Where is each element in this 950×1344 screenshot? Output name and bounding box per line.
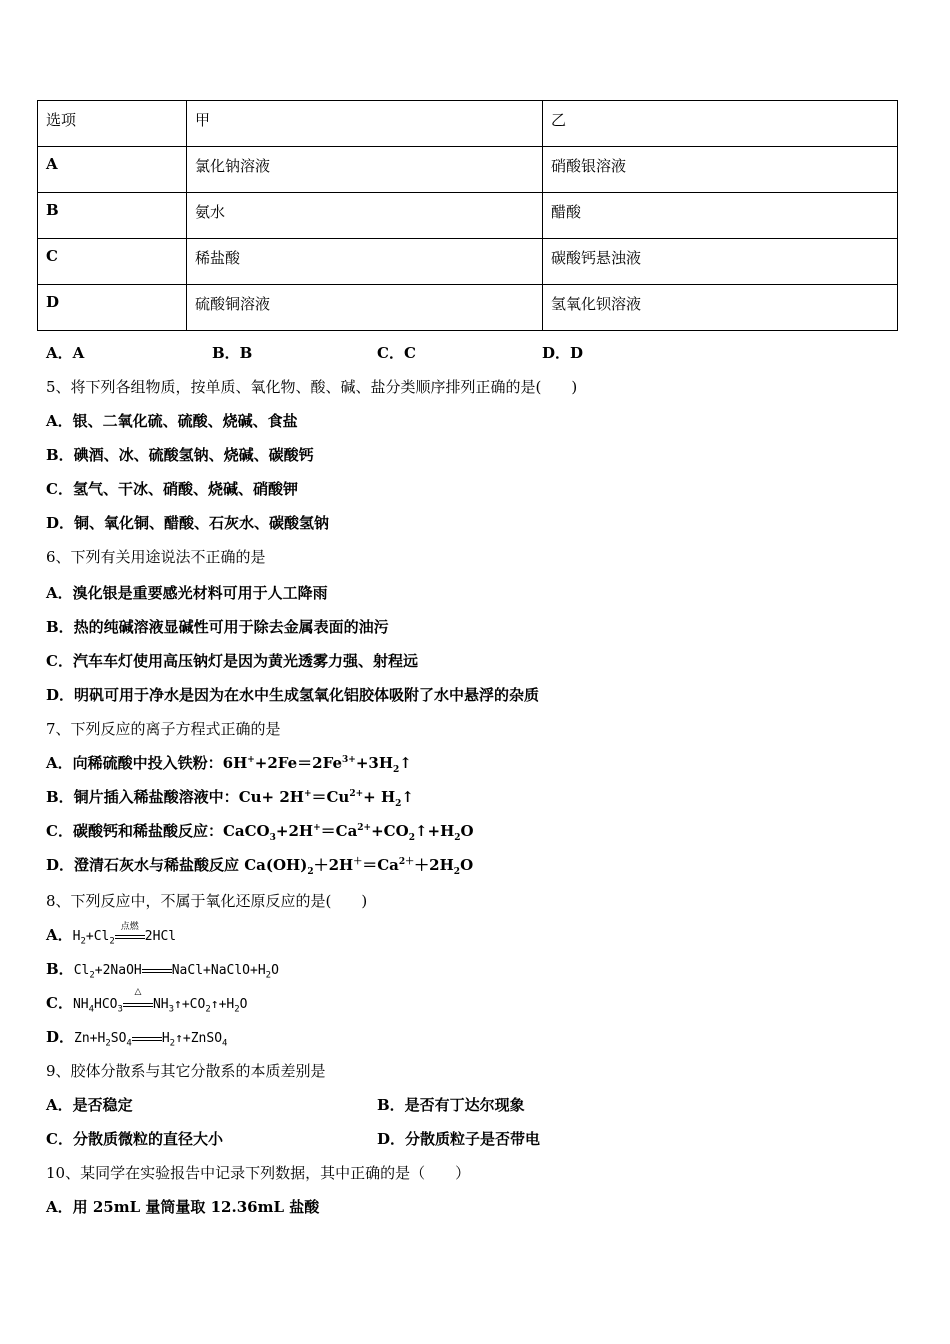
table-header-row: [38, 101, 898, 147]
equals-bar: [132, 1031, 162, 1046]
table-cell: 氯化钠溶液: [187, 147, 543, 193]
q6-stem: 6、下列有关用途说法不正确的是: [46, 548, 266, 566]
q9-option-c: C．分散质微粒的直径大小: [46, 1130, 223, 1148]
table-cell: 氨水: [187, 193, 543, 239]
table-row: [38, 239, 898, 285]
q10-option-a: A．用 25mL 量筒量取 12.36mL 盐酸: [46, 1198, 320, 1216]
table-cell: B: [38, 193, 187, 239]
table-cell: 醋酸: [543, 193, 898, 239]
q6-option-d: D．明矾可用于净水是因为在水中生成氢氧化铝胶体吸附了水中悬浮的杂质: [46, 686, 540, 704]
table-row: [38, 285, 898, 331]
q7-stem: 7、下列反应的离子方程式正确的是: [46, 720, 281, 738]
q6-option-b: B．热的纯碱溶液显碱性可用于除去金属表面的油污: [46, 618, 389, 636]
table-cell: 碳酸钙悬浊液: [543, 239, 898, 285]
table-cell: 稀盐酸: [187, 239, 543, 285]
q5-option-d: D．铜、氧化铜、醋酸、石灰水、碳酸氢钠: [46, 514, 330, 532]
table-cell: A: [38, 147, 187, 193]
table-cell: D: [38, 285, 187, 331]
q5-option-c: C．氢气、干冰、硝酸、烧碱、硝酸钾: [46, 480, 298, 498]
q10-stem: 10、某同学在实验报告中记录下列数据，其中正确的是（ ）: [46, 1164, 471, 1182]
q5-option-b: B．碘酒、冰、硫酸氢钠、烧碱、碳酸钙: [46, 446, 314, 464]
condition-arrow: 点燃: [115, 929, 145, 944]
q4-option-b: B．B: [212, 344, 253, 362]
q7-option-c: C．碳酸钙和稀盐酸反应：$CaCO_3+2H^+=Ca^{2+}+CO_2↑+H_2O$: [46, 822, 474, 843]
q6-option-c: C．汽车车灯使用高压钠灯是因为黄光透雾力强、射程远: [46, 652, 418, 670]
q8-option-d: D．$Zn+H_2SO_4$ $H_2↑+ZnSO_4$: [46, 1028, 228, 1049]
table-header-cell: 甲: [187, 101, 543, 147]
q9-option-d: D．分散质粒子是否带电: [377, 1130, 541, 1148]
q5-option-a: A．银、二氧化硫、硫酸、烧碱、食盐: [46, 412, 298, 430]
table-row: [38, 193, 898, 239]
q8-option-c: C．$NH_4HCO_3$ △ $NH_3↑+CO_2↑+H_2O$: [46, 987, 248, 1015]
condition-arrow: △: [123, 997, 153, 1012]
options-table: [37, 100, 898, 331]
q9-option-a: A．是否稳定: [46, 1096, 133, 1114]
table-header-cell: 乙: [543, 101, 898, 147]
table-cell: 硫酸铜溶液: [187, 285, 543, 331]
q7-option-d: D．澄清石灰水与稀盐酸反应 $Ca(OH)_2+2H^+=Ca^{2+}+2H_2O$: [46, 856, 474, 877]
equals-bar: [142, 963, 172, 978]
q5-stem: 5、将下列各组物质，按单质、氧化物、酸、碱、盐分类顺序排列正确的是( ): [46, 378, 578, 396]
q8-option-b: B．$Cl_2+2NaOH$ $NaCl+NaClO+H_2O$: [46, 960, 279, 981]
table-cell: 氢氧化钡溶液: [543, 285, 898, 331]
q8-stem: 8、下列反应中，不属于氧化还原反应的是( ): [46, 892, 368, 910]
q7-option-b: B．铜片插入稀盐酸溶液中：$Cu+ 2H^+=Cu^{2+}+$ $H_2↑$: [46, 788, 414, 809]
table-cell: C: [38, 239, 187, 285]
q6-option-a: A．溴化银是重要感光材料可用于人工降雨: [46, 584, 328, 602]
table-header-cell: 选项: [38, 101, 187, 147]
q7-option-a: A．向稀硫酸中投入铁粉：$6H^++2Fe=2Fe^{3+}+3H_2↑$: [46, 754, 412, 775]
table-cell: 硝酸银溶液: [543, 147, 898, 193]
q8-option-a: A．$H_2+Cl_2$ 点燃 2HCl: [46, 922, 177, 947]
q9-stem: 9、胶体分散系与其它分散系的本质差别是: [46, 1062, 326, 1080]
q4-option-a: A．A: [46, 344, 85, 362]
table-row: [38, 147, 898, 193]
q4-option-d: D．D: [542, 344, 584, 362]
q4-option-c: C．C: [377, 344, 416, 362]
q9-option-b: B．是否有丁达尔现象: [377, 1096, 525, 1114]
